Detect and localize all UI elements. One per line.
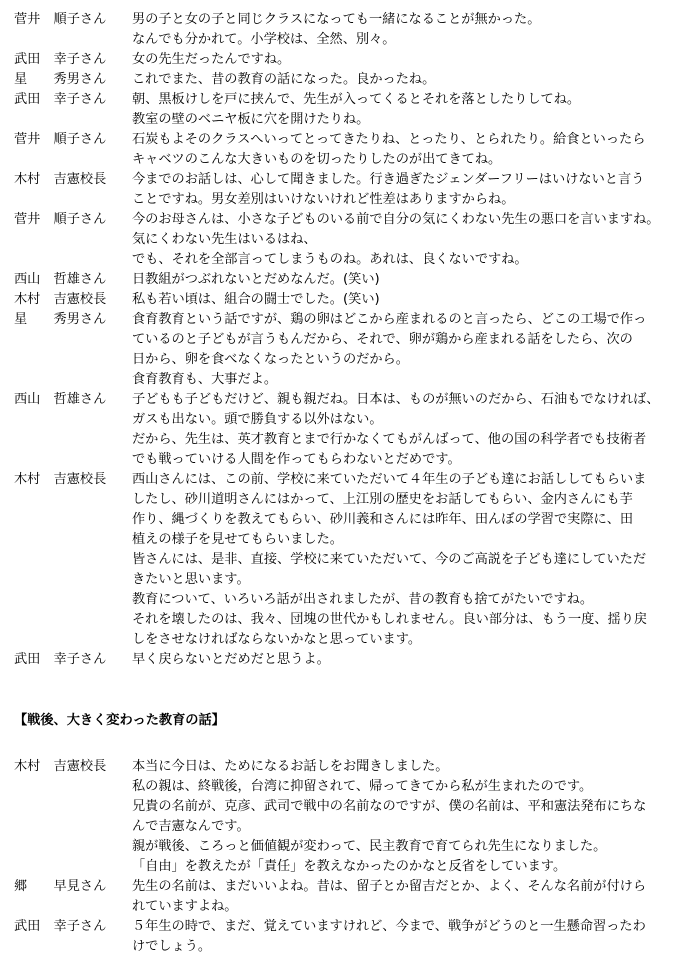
utterance-line: 朝、黒板けしを戸に挟んで、先生が入ってくるとそれを落としたりしてね。 bbox=[132, 92, 581, 107]
speaker-name: 木村 吉憲校長 bbox=[14, 172, 107, 187]
utterance-line: きたいと思います。 bbox=[132, 572, 250, 587]
utterance-line: 教育について、いろいろ話が出されましたが、昔の教育も捨てがたいですね。 bbox=[132, 592, 594, 607]
utterance bbox=[132, 877, 667, 917]
utterance-line: れていますよね。 bbox=[132, 899, 238, 914]
utterance-line: 日教組がつぶれないとだめなんだ。(笑い) bbox=[132, 272, 380, 287]
utterance-line: それを壊したのは、我々、団塊の世代かもしれません。良い部分は、もう一度、揺り戻 bbox=[132, 612, 648, 627]
speaker-name: 木村 吉憲校長 bbox=[14, 472, 107, 487]
utterance-line: ガスも出ない。頭で勝負する以外はない。 bbox=[132, 412, 383, 427]
utterance-line: 女の先生だったんですね。 bbox=[132, 52, 291, 67]
utterance-line: なんでも分かれて。小学校は、全然、別々。 bbox=[132, 32, 396, 47]
speaker-name: 郷 早見さん bbox=[14, 879, 107, 894]
speaker-name: 武田 幸子さん bbox=[14, 52, 107, 67]
utterance-line: 西山さんには、この前、学校に来ていただいて４年生の子ども達にお話ししてもらいま bbox=[132, 472, 647, 487]
utterance-line: 教室の壁のベニヤ板に穴を開けたりね。 bbox=[132, 112, 370, 127]
utterance bbox=[132, 757, 667, 877]
utterance-line: 兄貴の名前が、克彦、武司で戦中の名前なのですが、僕の名前は、平和憲法発布にちな bbox=[132, 799, 647, 814]
speaker-name: 武田 幸子さん bbox=[14, 92, 107, 107]
utterance bbox=[132, 90, 667, 130]
utterance-line: 私の親は、終戦後，台湾に抑留されて、帰ってきてから私が生まれたのです。 bbox=[132, 779, 593, 794]
utterance-line: 皆さんには、是非、直接、学校に来ていただいて、今のご高説を子ども達にしていただ bbox=[132, 552, 647, 567]
utterance-line: ことですね。男女差別はいけないけれど性差はありますからね。 bbox=[132, 192, 515, 207]
utterance bbox=[132, 270, 667, 290]
speaker-name: 菅井 順子さん bbox=[14, 12, 107, 27]
speaker-name: 木村 吉憲校長 bbox=[14, 292, 107, 307]
utterance-line: 石炭もよそのクラスへいってとってきたりね、とったり、とられたり。給食といったら bbox=[132, 132, 646, 147]
speaker-name: 星 秀男さん bbox=[14, 72, 107, 87]
utterance-line: でも、それを全部言ってしまうものね。あれは、良くないですね。 bbox=[132, 252, 528, 267]
utterance-line: 親が戦後、ころっと価値観が変わって、民主教育で育てられ先生になりました。 bbox=[132, 839, 607, 854]
utterance-line: 男の子と女の子と同じクラスになっても一緒になることが無かった。 bbox=[132, 12, 541, 27]
utterance-line: しをさせなければならないかなと思っています。 bbox=[132, 632, 422, 647]
utterance bbox=[132, 10, 667, 50]
utterance-line: けでしょう。 bbox=[132, 939, 212, 954]
speaker-name: 武田 幸子さん bbox=[14, 652, 107, 667]
utterance-line: ５年生の時で、まだ、覚えていますけれど、今まで、戦争がどうのと一生懸命習ったわ bbox=[132, 919, 646, 934]
speaker-name: 菅井 順子さん bbox=[14, 132, 107, 147]
speaker-name: 星 秀男さん bbox=[14, 312, 107, 327]
utterance-line: これでまた、昔の教育の話になった。良かったね。 bbox=[132, 72, 436, 87]
utterance-line: 気にくわない先生はいるはね、 bbox=[132, 232, 317, 247]
utterance-line: 作り、縄づくりを教えてもらい、砂川義和さんには昨年、田んぼの学習で実際に、田 bbox=[132, 512, 634, 527]
speaker-name: 西山 哲雄さん bbox=[14, 392, 107, 407]
utterance-line: 日から、卵を食べなくなったというのだから。 bbox=[132, 352, 409, 367]
speaker-name: 西山 哲雄さん bbox=[14, 272, 107, 287]
utterance-line: 早く戻らないとだめだと思うよ。 bbox=[132, 652, 330, 667]
utterance bbox=[132, 130, 667, 170]
utterance-line: キャベツのこんな大きいものを切ったりしたのが出てきてね。 bbox=[132, 152, 502, 167]
utterance-line: 食育教育も、大事だよ。 bbox=[132, 372, 278, 387]
utterance-line: 子どもも子どもだけど、親も親だね。日本は、ものが無いのだから、石油もでなければ、 bbox=[132, 392, 660, 407]
utterance bbox=[132, 210, 667, 270]
utterance bbox=[132, 50, 667, 70]
utterance-line: 私も若い頃は、組合の闘士でした。(笑い) bbox=[132, 292, 380, 307]
utterance-line: したし、砂川道明さんにはかって、上江別の歴史をお話してもらい、金内さんにも芋 bbox=[132, 492, 633, 507]
utterance-line: ているのと子どもが言うもんだから、それで、卵が鶏から産まれる話をしたら、次の bbox=[132, 332, 633, 347]
utterance bbox=[132, 290, 667, 310]
utterance-line: 今のお母さんは、小さな子どものいる前で自分の気にくわない先生の悪口を言いますね。 bbox=[132, 212, 660, 227]
utterance-line: 植えの様子を見せてもらいました。 bbox=[132, 532, 343, 547]
utterance-line: でも戦っていける人間を作ってもらわないとだめです。 bbox=[132, 452, 461, 467]
speaker-name: 木村 吉憲校長 bbox=[14, 759, 107, 774]
utterance-line: だから、先生は、英才教育とまで行かなくてもがんばって、他の国の科学者でも技術者 bbox=[132, 432, 647, 447]
utterance-line: んで吉憲なんです。 bbox=[132, 819, 250, 834]
utterance-line: 「自由」を教えたが「責任」を教えなかったのかなと反省をしています。 bbox=[132, 859, 567, 874]
speaker-name: 菅井 順子さん bbox=[14, 212, 107, 227]
utterance-line: 今までのお話しは、心して聞きました。行き過ぎたジェンダーフリーはいけないと言う bbox=[132, 172, 645, 187]
utterance bbox=[132, 310, 667, 390]
utterance bbox=[132, 650, 667, 670]
utterance-line: 先生の名前は、まだいいよね。昔は、留子とか留吉だとか、よく、そんな名前が付けら bbox=[132, 879, 647, 894]
utterance bbox=[132, 390, 667, 470]
utterance bbox=[132, 917, 667, 957]
utterance-line: 本当に今日は、ためになるお話しをお聞きしました。 bbox=[132, 759, 449, 774]
speaker-name: 武田 幸子さん bbox=[14, 919, 107, 934]
utterance bbox=[132, 70, 667, 90]
utterance bbox=[132, 470, 667, 650]
section-heading: 【戦後、大きく変わった教育の話】 bbox=[14, 713, 225, 728]
utterance-line: 食育教育という話ですが、鶏の卵はどこから産まれるのと言ったら、どこの工場で作っ bbox=[132, 312, 647, 327]
utterance bbox=[132, 170, 667, 210]
